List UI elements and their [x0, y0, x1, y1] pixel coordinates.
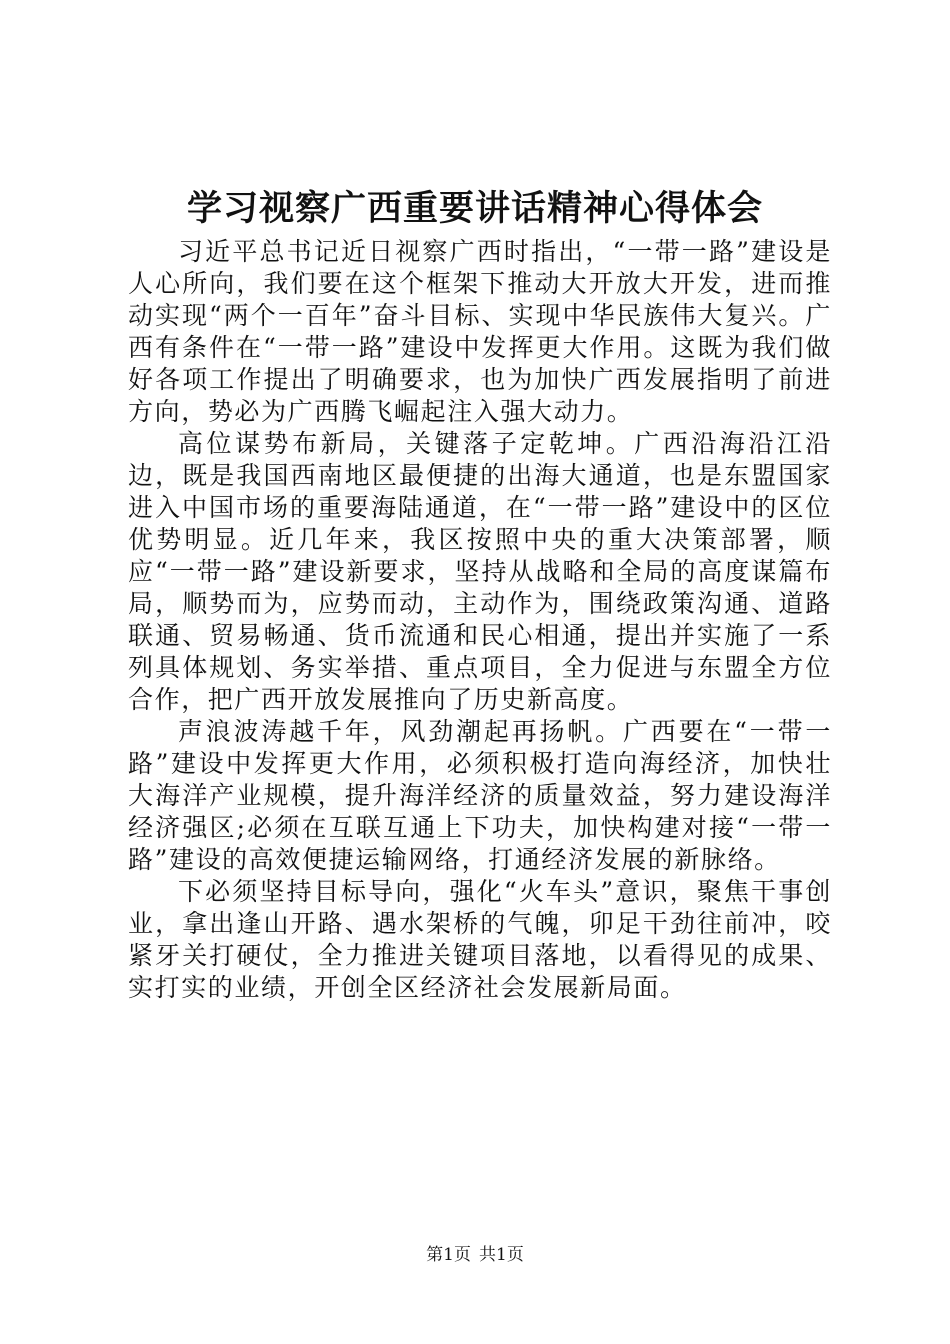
page-number: 第1页: [426, 1245, 471, 1265]
paragraph-1: 习近平总书记近日视察广西时指出，“一带一路”建设是人心所向，我们要在这个框架下推动大开放大开发，进而推动实现“两个一百年”奋斗目标、实现中华民族伟大复兴。广西有条件在“一带一路”建设中发挥更大作用。这既为我们做好各项工作提出了明确要求，也为加快广西发展指明了前进方向，势必为广西腾飞崛起注入强大动力。: [128, 237, 832, 426]
page-count: 共1页: [479, 1245, 524, 1265]
paragraph-4: 下必须坚持目标导向，强化“火车头”意识，聚焦干事创业，拿出逢山开路、遇水架桥的气魄，卯足干劲往前冲，咬紧牙关打硬仗，全力推进关键项目落地，以看得见的成果、实打实的业绩，开创全区经济社会发展新局面。: [128, 877, 832, 1002]
document-title: 学习视察广西重要讲话精神心得体会: [186, 188, 763, 229]
document-body: [128, 236, 832, 1004]
paragraph-3: 声浪波涛越千年，风劲潮起再扬帆。广西要在“一带一路”建设中发挥更大作用，必须积极打造向海经济，加快壮大海洋产业规模，提升海洋经济的质量效益，努力建设海洋经济强区;必须在互联互通上下功夫，加快构建对接“一带一路”建设的高效便捷运输网络，打通经济发展的新脉络。: [128, 717, 832, 874]
page-footer: [0, 1243, 950, 1267]
paragraph-2: 高位谋势布新局，关键落子定乾坤。广西沿海沿江沿边，既是我国西南地区最便捷的出海大通道，也是东盟国家进入中国市场的重要海陆通道，在“一带一路”建设中的区位优势明显。近几年来，我区按照中央的重大决策部署，顺应“一带一路”建设新要求，坚持从战略和全局的高度谋篇布局，顺势而为，应势而动，主动作为，围绕政策沟通、道路联通、贸易畅通、货币流通和民心相通，提出并实施了一系列具体规划、务实举措、重点项目，全力促进与东盟全方位合作，把广西开放发展推向了历史新高度。: [128, 429, 832, 714]
